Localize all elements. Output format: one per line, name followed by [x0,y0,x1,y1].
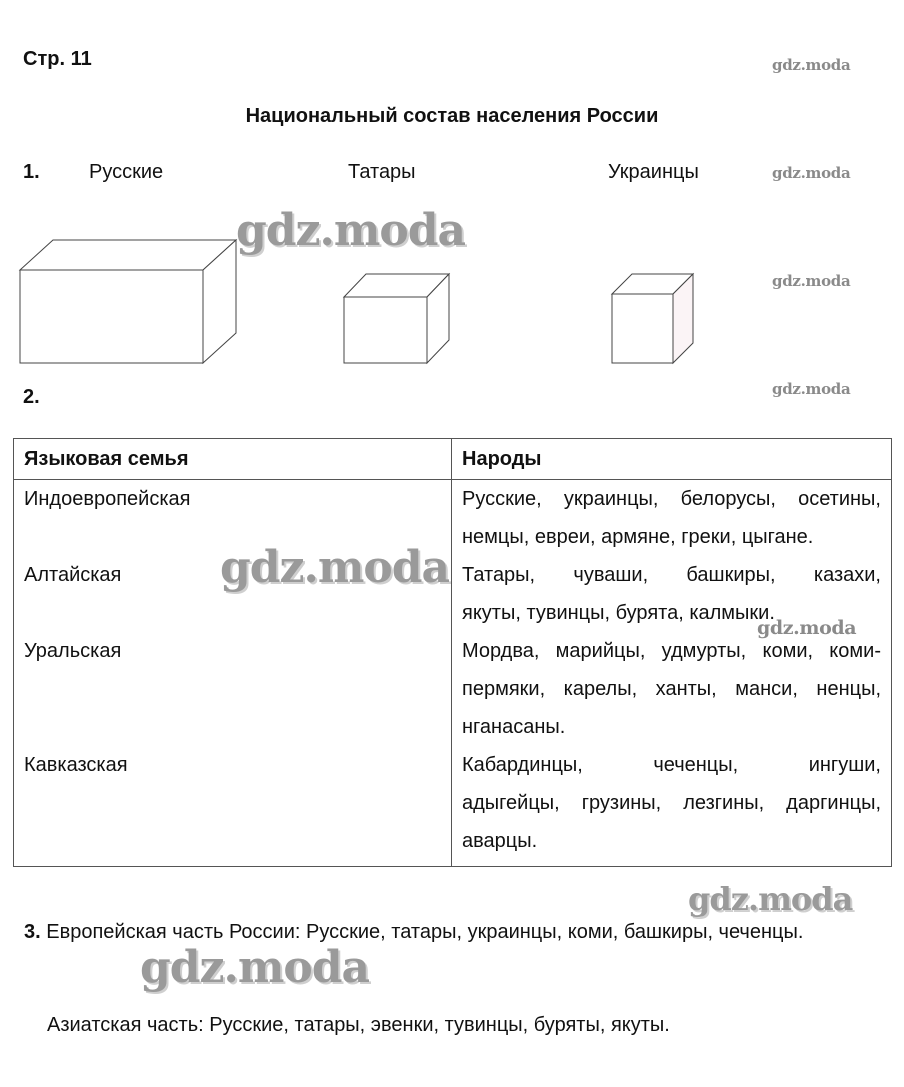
family-cell: Кавказская [14,746,452,867]
watermark-small: gdz.moda [772,164,851,182]
asian-part-text: Азиатская часть: Русские, татары, эвенки, тувинцы, буряты, якуты. [47,1014,670,1036]
label-ukrainians: Украинцы [608,161,699,183]
table-row [14,746,892,867]
page-number: Стр. 11 [23,48,92,70]
peoples-line: адыгейцы, грузины, лезгины, даргинцы, [462,792,881,814]
watermark-medium: gdz.moda [688,880,853,918]
table-header-family: Языковая семья [14,439,452,480]
box-ukrainians [612,274,693,363]
family-cell: Индоевропейская [14,480,452,557]
section-3-number: 3. [24,921,41,943]
family-cell: Алтайская [14,556,452,632]
section-2-number: 2. [23,386,40,408]
peoples-line: Кабардинцы, чеченцы, ингуши, [462,754,881,776]
table-row [14,480,892,557]
peoples-cell [452,632,892,746]
language-families-table [13,438,892,867]
peoples-line: Мордва, марийцы, удмурты, коми, коми- [462,640,881,662]
section-1-number: 1. [23,161,40,183]
peoples-line: Русские, украинцы, белорусы, осетины, [462,488,881,510]
table-header-peoples: Народы [452,439,892,480]
peoples-cell [452,480,892,557]
peoples-line: пермяки, карелы, ханты, манси, ненцы, [462,678,881,700]
watermark-large: gdz.moda [140,942,370,993]
peoples-line: немцы, евреи, армяне, греки, цыгане. [462,526,814,548]
table-row [14,632,892,746]
peoples-line: аварцы. [462,830,538,852]
box-russians [20,240,236,363]
watermark-medium: gdz.moda [757,617,857,639]
label-russians: Русские [89,161,164,183]
page-title: Национальный состав населения России [245,105,659,127]
watermark-small: gdz.moda [772,56,851,74]
watermark-small: gdz.moda [772,272,851,290]
peoples-line: нганасаны. [462,716,566,738]
watermark-large: gdz.moda [236,205,466,256]
watermark-large: gdz.moda [220,542,450,593]
european-part-text: Европейская часть России: Русские, татары, украинцы, коми, башкиры, чеченцы. [46,921,804,943]
family-cell: Уральская [14,632,452,746]
table-header-row [14,439,892,480]
peoples-cell [452,746,892,867]
peoples-line: Татары, чуваши, башкиры, казахи, [462,564,881,586]
box-tatars [344,274,449,363]
watermark-small: gdz.moda [772,380,851,398]
peoples-line: якуты, тувинцы, бурята, калмыки. [462,602,775,624]
label-tatars: Татары [348,161,416,183]
